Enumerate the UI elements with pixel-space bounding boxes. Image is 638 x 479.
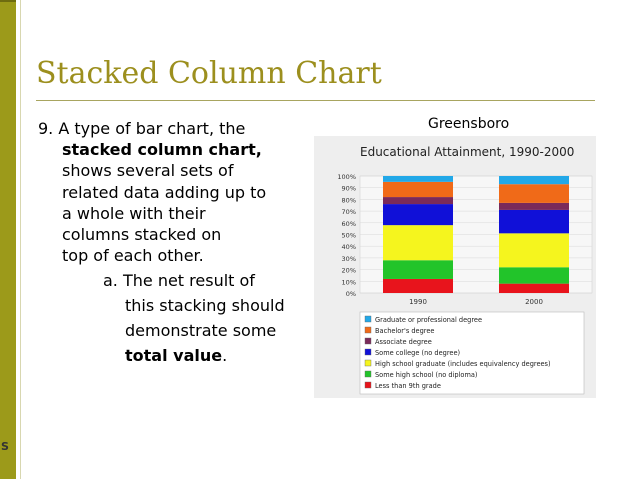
chart-caption: Greensboro bbox=[428, 116, 510, 132]
legend-label: High school graduate (includes equivalency degrees) bbox=[375, 360, 551, 368]
bar-segment bbox=[499, 267, 569, 283]
bar-segment bbox=[499, 184, 569, 203]
body-line-7: top of each other. bbox=[62, 246, 204, 265]
legend-swatch bbox=[365, 371, 371, 377]
body-line-6: columns stacked on bbox=[62, 225, 222, 244]
bar-segment bbox=[383, 182, 453, 197]
y-tick-label: 10% bbox=[341, 278, 356, 287]
stacked-column-chart bbox=[314, 136, 596, 398]
emphasis-suffix: . bbox=[222, 346, 228, 365]
legend-label: Associate degree bbox=[375, 338, 432, 346]
y-tick-label: 80% bbox=[341, 196, 356, 205]
bar-segment bbox=[383, 225, 453, 260]
legend-swatch bbox=[365, 327, 371, 333]
bar-segment bbox=[383, 197, 453, 204]
body-line-1: 9. A type of bar chart, the bbox=[38, 119, 246, 138]
bar-segment bbox=[383, 204, 453, 225]
x-tick-label: 2000 bbox=[525, 298, 543, 306]
side-letter: S bbox=[1, 440, 9, 453]
bar-segment bbox=[499, 210, 569, 233]
slide-title: Stacked Column Chart bbox=[36, 56, 382, 91]
bar-segment bbox=[499, 233, 569, 267]
y-tick-label: 90% bbox=[341, 184, 356, 193]
bar-segment bbox=[383, 260, 453, 279]
bar-segment bbox=[499, 284, 569, 293]
legend-swatch bbox=[365, 382, 371, 388]
y-tick-label: 100% bbox=[337, 173, 356, 181]
body-line-5: a whole with their bbox=[62, 204, 206, 223]
sub-item-line-2: this stacking should bbox=[125, 296, 285, 315]
y-tick-label: 0% bbox=[345, 290, 356, 298]
chart-panel bbox=[314, 136, 596, 398]
sub-item-line-3: demonstrate some bbox=[125, 321, 277, 340]
sub-item-line-1: a. The net result of bbox=[103, 271, 255, 290]
legend-label: Less than 9th grade bbox=[375, 382, 441, 390]
emphasis-text: total value bbox=[125, 346, 223, 365]
legend-label: Bachelor's degree bbox=[375, 327, 435, 335]
y-tick-label: 50% bbox=[341, 231, 356, 240]
bar-segment bbox=[499, 176, 569, 184]
side-accent-bar bbox=[0, 0, 16, 479]
y-tick-label: 20% bbox=[341, 266, 356, 275]
legend-swatch bbox=[365, 316, 371, 322]
y-tick-label: 60% bbox=[341, 219, 356, 228]
y-tick-label: 70% bbox=[341, 208, 356, 217]
chart-title: Educational Attainment, 1990-2000 bbox=[360, 145, 575, 159]
sub-item-line-4 bbox=[125, 345, 227, 367]
bar-segment bbox=[499, 203, 569, 210]
body-line-4: related data adding up to bbox=[62, 183, 267, 202]
legend-label: Some college (no degree) bbox=[375, 349, 461, 357]
legend-swatch bbox=[365, 360, 371, 366]
side-bar-tick bbox=[0, 0, 16, 2]
legend-label: Graduate or professional degree bbox=[375, 316, 483, 324]
vertical-divider bbox=[20, 0, 21, 479]
body-line-2: stacked column chart, bbox=[62, 140, 262, 159]
legend-label: Some high school (no diploma) bbox=[375, 371, 478, 379]
legend-swatch bbox=[365, 349, 371, 355]
x-tick-label: 1990 bbox=[409, 298, 427, 306]
body-line-3: shows several sets of bbox=[62, 161, 234, 180]
legend-swatch bbox=[365, 338, 371, 344]
bar-segment bbox=[383, 279, 453, 293]
title-underline bbox=[36, 100, 595, 101]
y-tick-label: 40% bbox=[341, 243, 356, 252]
bar-segment bbox=[383, 176, 453, 182]
y-tick-label: 30% bbox=[341, 254, 356, 263]
